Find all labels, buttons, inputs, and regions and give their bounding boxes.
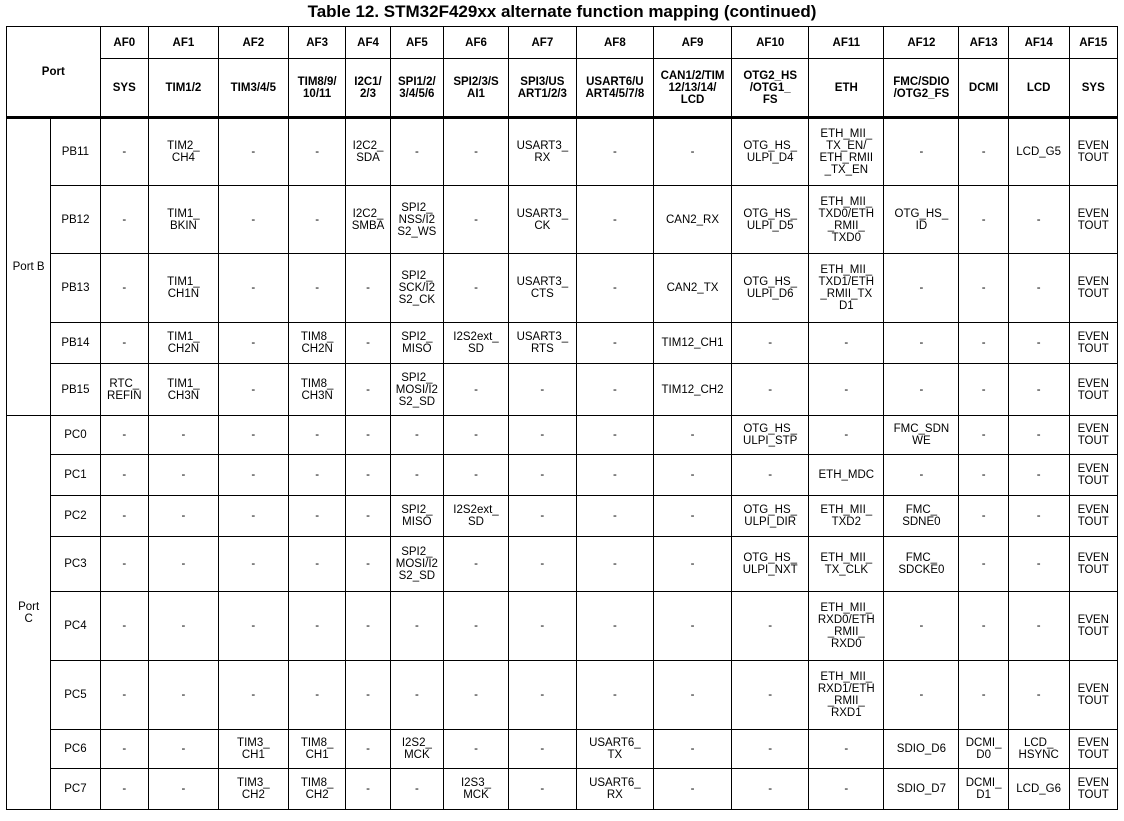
af-cell: - bbox=[390, 769, 443, 810]
af-cell: - bbox=[959, 661, 1008, 730]
af-cell: EVEN TOUT bbox=[1069, 118, 1118, 186]
af-cell: - bbox=[959, 118, 1008, 186]
af-subheader-12: FMC/SDIO /OTG2_FS bbox=[884, 59, 959, 118]
af-cell: ETH_MII_ TX_CLK bbox=[809, 537, 884, 592]
af-cell: FMC_ SDNE0 bbox=[884, 496, 959, 537]
table-row bbox=[7, 537, 1118, 592]
af-cell: - bbox=[653, 592, 731, 661]
table-row bbox=[7, 118, 1118, 186]
af-cell: TIM1_ CH3N bbox=[148, 364, 218, 416]
af-subheader-14: LCD bbox=[1008, 59, 1069, 118]
af-cell: - bbox=[346, 455, 390, 496]
af-cell: - bbox=[346, 537, 390, 592]
af-cell: - bbox=[100, 323, 148, 364]
af-subheader-4: I2C1/ 2/3 bbox=[346, 59, 390, 118]
af-cell: - bbox=[508, 537, 576, 592]
af-cell: SPI2_ MOSI/I2 S2_SD bbox=[390, 537, 443, 592]
af-cell: - bbox=[218, 416, 288, 455]
af-subheader-15: SYS bbox=[1069, 59, 1118, 118]
pin-name: PB13 bbox=[51, 254, 100, 323]
table-row bbox=[7, 364, 1118, 416]
pin-name: PC7 bbox=[51, 769, 100, 810]
af-cell: - bbox=[959, 592, 1008, 661]
af-cell: TIM3_ CH2 bbox=[218, 769, 288, 810]
af-cell: - bbox=[218, 254, 288, 323]
af-subheader-0: SYS bbox=[100, 59, 148, 118]
af-cell: - bbox=[1008, 323, 1069, 364]
af-cell: - bbox=[508, 592, 576, 661]
header-row-af-numbers bbox=[7, 27, 1118, 59]
af-cell: - bbox=[959, 537, 1008, 592]
af-cell: ETH_MII_ TXD2 bbox=[809, 496, 884, 537]
af-cell: - bbox=[218, 186, 288, 254]
af-cell: - bbox=[390, 592, 443, 661]
af-cell: - bbox=[100, 254, 148, 323]
af-cell: FMC_ SDCKE0 bbox=[884, 537, 959, 592]
af-cell: - bbox=[218, 592, 288, 661]
af-cell: LCD_ HSYNC bbox=[1008, 730, 1069, 769]
af-cell: - bbox=[148, 416, 218, 455]
af-cell: TIM8_ CH3N bbox=[288, 364, 346, 416]
af-cell: - bbox=[100, 416, 148, 455]
af-cell: - bbox=[100, 455, 148, 496]
af-subheader-9: CAN1/2/TIM 12/13/14/ LCD bbox=[653, 59, 731, 118]
af-header-8: AF8 bbox=[576, 27, 653, 59]
af-cell: - bbox=[148, 592, 218, 661]
af-header-9: AF9 bbox=[653, 27, 731, 59]
af-header-6: AF6 bbox=[444, 27, 509, 59]
af-cell: - bbox=[444, 416, 509, 455]
af-cell: - bbox=[444, 364, 509, 416]
af-cell: - bbox=[288, 537, 346, 592]
af-cell: - bbox=[732, 730, 809, 769]
af-cell: SPI2_ SCK/I2 S2_CK bbox=[390, 254, 443, 323]
af-cell: OTG_HS_ ULPI_D6 bbox=[732, 254, 809, 323]
pin-name: PB11 bbox=[51, 118, 100, 186]
af-cell: TIM8_ CH2N bbox=[288, 323, 346, 364]
af-cell: EVEN TOUT bbox=[1069, 592, 1118, 661]
af-cell: - bbox=[288, 416, 346, 455]
table-row bbox=[7, 323, 1118, 364]
af-cell: - bbox=[959, 323, 1008, 364]
af-cell: - bbox=[508, 661, 576, 730]
pin-name: PC5 bbox=[51, 661, 100, 730]
af-cell: - bbox=[218, 364, 288, 416]
af-cell: - bbox=[653, 455, 731, 496]
af-subheader-7: SPI3/US ART1/2/3 bbox=[508, 59, 576, 118]
af-cell: OTG_HS_ ULPI_STP bbox=[732, 416, 809, 455]
af-cell: EVEN TOUT bbox=[1069, 769, 1118, 810]
af-cell: - bbox=[100, 186, 148, 254]
af-cell: TIM8_ CH1 bbox=[288, 730, 346, 769]
af-cell: - bbox=[576, 186, 653, 254]
af-header-11: AF11 bbox=[809, 27, 884, 59]
af-cell: ETH_MII_ TXD0/ETH _RMII_ TXD0 bbox=[809, 186, 884, 254]
af-cell: I2S2ext_ SD bbox=[444, 323, 509, 364]
af-cell: USART3_ RTS bbox=[508, 323, 576, 364]
af-cell: - bbox=[959, 455, 1008, 496]
af-cell: LCD_G5 bbox=[1008, 118, 1069, 186]
af-cell: - bbox=[148, 730, 218, 769]
af-cell: - bbox=[346, 496, 390, 537]
af-cell: - bbox=[1008, 592, 1069, 661]
af-cell: - bbox=[959, 416, 1008, 455]
af-cell: EVEN TOUT bbox=[1069, 416, 1118, 455]
af-header-4: AF4 bbox=[346, 27, 390, 59]
af-header-0: AF0 bbox=[100, 27, 148, 59]
af-cell: CAN2_RX bbox=[653, 186, 731, 254]
af-cell: - bbox=[884, 118, 959, 186]
af-cell: SPI2_ MISO bbox=[390, 496, 443, 537]
af-cell: - bbox=[959, 186, 1008, 254]
af-cell: - bbox=[444, 186, 509, 254]
af-subheader-8: USART6/U ART4/5/7/8 bbox=[576, 59, 653, 118]
af-cell: - bbox=[576, 364, 653, 416]
af-cell: - bbox=[576, 455, 653, 496]
pin-name: PB14 bbox=[51, 323, 100, 364]
af-cell: - bbox=[1008, 661, 1069, 730]
af-cell: TIM12_CH1 bbox=[653, 323, 731, 364]
af-cell: - bbox=[218, 661, 288, 730]
af-subheader-10: OTG2_HS /OTG1_ FS bbox=[732, 59, 809, 118]
af-cell: - bbox=[218, 323, 288, 364]
af-cell: TIM8_ CH2 bbox=[288, 769, 346, 810]
af-cell: EVEN TOUT bbox=[1069, 364, 1118, 416]
af-header-2: AF2 bbox=[218, 27, 288, 59]
af-cell: - bbox=[444, 455, 509, 496]
af-cell: TIM1_ CH2N bbox=[148, 323, 218, 364]
af-cell: CAN2_TX bbox=[653, 254, 731, 323]
af-cell: - bbox=[576, 496, 653, 537]
af-cell: TIM2_ CH4 bbox=[148, 118, 218, 186]
af-cell: EVEN TOUT bbox=[1069, 186, 1118, 254]
af-cell: - bbox=[100, 769, 148, 810]
af-cell: - bbox=[100, 496, 148, 537]
af-cell: I2S2_ MCK bbox=[390, 730, 443, 769]
af-cell: - bbox=[346, 254, 390, 323]
pin-name: PB12 bbox=[51, 186, 100, 254]
af-cell: ETH_MII_ RXD0/ETH _RMII_ RXD0 bbox=[809, 592, 884, 661]
af-cell: RTC_ REFIN bbox=[100, 364, 148, 416]
af-cell: - bbox=[508, 416, 576, 455]
af-cell: OTG_HS_ ULPI_DIR bbox=[732, 496, 809, 537]
af-cell: I2S2ext_ SD bbox=[444, 496, 509, 537]
af-cell: - bbox=[809, 323, 884, 364]
af-cell: - bbox=[346, 364, 390, 416]
af-cell: - bbox=[732, 455, 809, 496]
af-cell: USART6_ TX bbox=[576, 730, 653, 769]
af-cell: - bbox=[218, 118, 288, 186]
af-subheader-13: DCMI bbox=[959, 59, 1008, 118]
af-cell: - bbox=[732, 323, 809, 364]
af-cell: - bbox=[653, 496, 731, 537]
af-cell: - bbox=[653, 416, 731, 455]
af-cell: - bbox=[346, 323, 390, 364]
af-cell: SPI2_ MISO bbox=[390, 323, 443, 364]
af-cell: SPI2_ NSS/I2 S2_WS bbox=[390, 186, 443, 254]
af-cell: - bbox=[346, 592, 390, 661]
af-cell: FMC_SDN WE bbox=[884, 416, 959, 455]
af-cell: DCMI_ D0 bbox=[959, 730, 1008, 769]
table-row bbox=[7, 661, 1118, 730]
af-cell: - bbox=[346, 416, 390, 455]
port-group-label: Port C bbox=[7, 416, 51, 810]
af-cell: - bbox=[100, 537, 148, 592]
af-cell: SDIO_D6 bbox=[884, 730, 959, 769]
af-cell: EVEN TOUT bbox=[1069, 537, 1118, 592]
af-cell: - bbox=[1008, 254, 1069, 323]
af-cell: - bbox=[653, 118, 731, 186]
pin-name: PC3 bbox=[51, 537, 100, 592]
af-cell: ETH_MDC bbox=[809, 455, 884, 496]
af-cell: - bbox=[218, 496, 288, 537]
af-header-12: AF12 bbox=[884, 27, 959, 59]
af-cell: - bbox=[653, 769, 731, 810]
table-row bbox=[7, 769, 1118, 810]
af-cell: EVEN TOUT bbox=[1069, 661, 1118, 730]
af-cell: SDIO_D7 bbox=[884, 769, 959, 810]
af-cell: - bbox=[1008, 455, 1069, 496]
table-row bbox=[7, 254, 1118, 323]
af-cell: - bbox=[288, 186, 346, 254]
af-header-10: AF10 bbox=[732, 27, 809, 59]
af-cell: - bbox=[1008, 186, 1069, 254]
af-cell: - bbox=[100, 730, 148, 769]
af-subheader-1: TIM1/2 bbox=[148, 59, 218, 118]
af-cell: - bbox=[444, 537, 509, 592]
af-header-5: AF5 bbox=[390, 27, 443, 59]
af-subheader-11: ETH bbox=[809, 59, 884, 118]
af-cell: I2S3_ MCK bbox=[444, 769, 509, 810]
af-header-1: AF1 bbox=[148, 27, 218, 59]
af-cell: - bbox=[508, 364, 576, 416]
af-cell: - bbox=[508, 496, 576, 537]
af-cell: - bbox=[288, 118, 346, 186]
af-cell: - bbox=[148, 455, 218, 496]
af-cell: - bbox=[444, 254, 509, 323]
af-cell: - bbox=[576, 416, 653, 455]
af-cell: - bbox=[508, 455, 576, 496]
table-row bbox=[7, 496, 1118, 537]
af-cell: - bbox=[390, 661, 443, 730]
pin-name: PB15 bbox=[51, 364, 100, 416]
af-cell: - bbox=[390, 416, 443, 455]
af-cell: TIM12_CH2 bbox=[653, 364, 731, 416]
af-cell: USART3_ RX bbox=[508, 118, 576, 186]
af-cell: - bbox=[218, 455, 288, 496]
af-cell: - bbox=[288, 592, 346, 661]
af-cell: EVEN TOUT bbox=[1069, 323, 1118, 364]
af-cell: - bbox=[732, 364, 809, 416]
table-row bbox=[7, 455, 1118, 496]
af-cell: EVEN TOUT bbox=[1069, 254, 1118, 323]
af-cell: - bbox=[576, 118, 653, 186]
af-cell: EVEN TOUT bbox=[1069, 455, 1118, 496]
af-cell: - bbox=[100, 661, 148, 730]
af-cell: - bbox=[809, 416, 884, 455]
af-cell: - bbox=[218, 537, 288, 592]
af-cell: - bbox=[732, 661, 809, 730]
pin-name: PC2 bbox=[51, 496, 100, 537]
af-cell: - bbox=[346, 730, 390, 769]
port-group-label: Port B bbox=[7, 118, 51, 416]
af-cell: - bbox=[959, 254, 1008, 323]
af-subheader-5: SPI1/2/ 3/4/5/6 bbox=[390, 59, 443, 118]
af-cell: - bbox=[1008, 364, 1069, 416]
af-cell: TIM1_ CH1N bbox=[148, 254, 218, 323]
af-cell: EVEN TOUT bbox=[1069, 730, 1118, 769]
pin-name: PC1 bbox=[51, 455, 100, 496]
af-cell: TIM1_ BKIN bbox=[148, 186, 218, 254]
af-cell: - bbox=[288, 455, 346, 496]
af-cell: - bbox=[576, 323, 653, 364]
af-cell: - bbox=[346, 661, 390, 730]
af-cell: I2C2_ SDA bbox=[346, 118, 390, 186]
af-header-3: AF3 bbox=[288, 27, 346, 59]
af-cell: OTG_HS_ ID bbox=[884, 186, 959, 254]
af-cell: - bbox=[390, 118, 443, 186]
af-cell: - bbox=[100, 592, 148, 661]
af-cell: - bbox=[508, 730, 576, 769]
af-cell: - bbox=[884, 254, 959, 323]
af-cell: - bbox=[346, 769, 390, 810]
table-row bbox=[7, 186, 1118, 254]
af-cell: DCMI_ D1 bbox=[959, 769, 1008, 810]
pin-name: PC6 bbox=[51, 730, 100, 769]
af-cell: USART3_ CTS bbox=[508, 254, 576, 323]
af-cell: I2C2_ SMBA bbox=[346, 186, 390, 254]
af-cell: ETH_MII_ TX_EN/ ETH_RMII _TX_EN bbox=[809, 118, 884, 186]
af-cell: - bbox=[576, 661, 653, 730]
af-cell: - bbox=[809, 730, 884, 769]
af-cell: TIM3_ CH1 bbox=[218, 730, 288, 769]
af-cell: - bbox=[148, 769, 218, 810]
af-cell: - bbox=[444, 730, 509, 769]
af-cell: - bbox=[1008, 416, 1069, 455]
af-cell: - bbox=[884, 455, 959, 496]
af-cell: SPI2_ MOSI/I2 S2_SD bbox=[390, 364, 443, 416]
af-cell: - bbox=[576, 537, 653, 592]
af-cell: - bbox=[884, 364, 959, 416]
af-subheader-3: TIM8/9/ 10/11 bbox=[288, 59, 346, 118]
af-cell: - bbox=[809, 364, 884, 416]
af-cell: USART6_ RX bbox=[576, 769, 653, 810]
af-cell: ETH_MII_ RXD1/ETH _RMII_ RXD1 bbox=[809, 661, 884, 730]
af-cell: OTG_HS_ ULPI_D5 bbox=[732, 186, 809, 254]
af-cell: - bbox=[148, 661, 218, 730]
af-cell: - bbox=[653, 730, 731, 769]
table-row bbox=[7, 730, 1118, 769]
af-cell: - bbox=[444, 592, 509, 661]
af-cell: - bbox=[288, 496, 346, 537]
header-row-af-functions bbox=[7, 59, 1118, 118]
af-cell: USART3_ CK bbox=[508, 186, 576, 254]
af-cell: - bbox=[884, 661, 959, 730]
af-cell: - bbox=[959, 496, 1008, 537]
af-cell: - bbox=[1008, 537, 1069, 592]
pin-name: PC4 bbox=[51, 592, 100, 661]
af-cell: ETH_MII_ TXD1/ETH _RMII_TX D1 bbox=[809, 254, 884, 323]
af-cell: - bbox=[444, 118, 509, 186]
af-cell: LCD_G6 bbox=[1008, 769, 1069, 810]
af-cell: - bbox=[653, 537, 731, 592]
port-column-header: Port bbox=[7, 27, 101, 118]
af-cell: - bbox=[1008, 496, 1069, 537]
af-cell: - bbox=[390, 455, 443, 496]
table-row bbox=[7, 416, 1118, 455]
af-cell: - bbox=[508, 769, 576, 810]
af-cell: - bbox=[732, 592, 809, 661]
af-header-14: AF14 bbox=[1008, 27, 1069, 59]
af-cell: - bbox=[288, 661, 346, 730]
af-cell: - bbox=[444, 661, 509, 730]
af-cell: - bbox=[100, 118, 148, 186]
af-cell: - bbox=[288, 254, 346, 323]
table-title: Table 12. STM32F429xx alternate function mapping (continued) bbox=[307, 2, 817, 21]
af-cell: - bbox=[884, 323, 959, 364]
af-subheader-2: TIM3/4/5 bbox=[218, 59, 288, 118]
af-cell: OTG_HS_ ULPI_D4 bbox=[732, 118, 809, 186]
af-cell: - bbox=[148, 537, 218, 592]
af-cell: - bbox=[576, 592, 653, 661]
af-cell: - bbox=[959, 364, 1008, 416]
af-cell: EVEN TOUT bbox=[1069, 496, 1118, 537]
af-cell: - bbox=[732, 769, 809, 810]
af-header-13: AF13 bbox=[959, 27, 1008, 59]
af-cell: - bbox=[653, 661, 731, 730]
af-cell: - bbox=[809, 769, 884, 810]
pin-name: PC0 bbox=[51, 416, 100, 455]
af-cell: - bbox=[884, 592, 959, 661]
af-subheader-6: SPI2/3/S AI1 bbox=[444, 59, 509, 118]
alternate-function-table bbox=[6, 26, 1118, 810]
af-header-7: AF7 bbox=[508, 27, 576, 59]
af-cell: - bbox=[148, 496, 218, 537]
table-row bbox=[7, 592, 1118, 661]
af-cell: - bbox=[576, 254, 653, 323]
af-header-15: AF15 bbox=[1069, 27, 1118, 59]
af-cell: OTG_HS_ ULPI_NXT bbox=[732, 537, 809, 592]
